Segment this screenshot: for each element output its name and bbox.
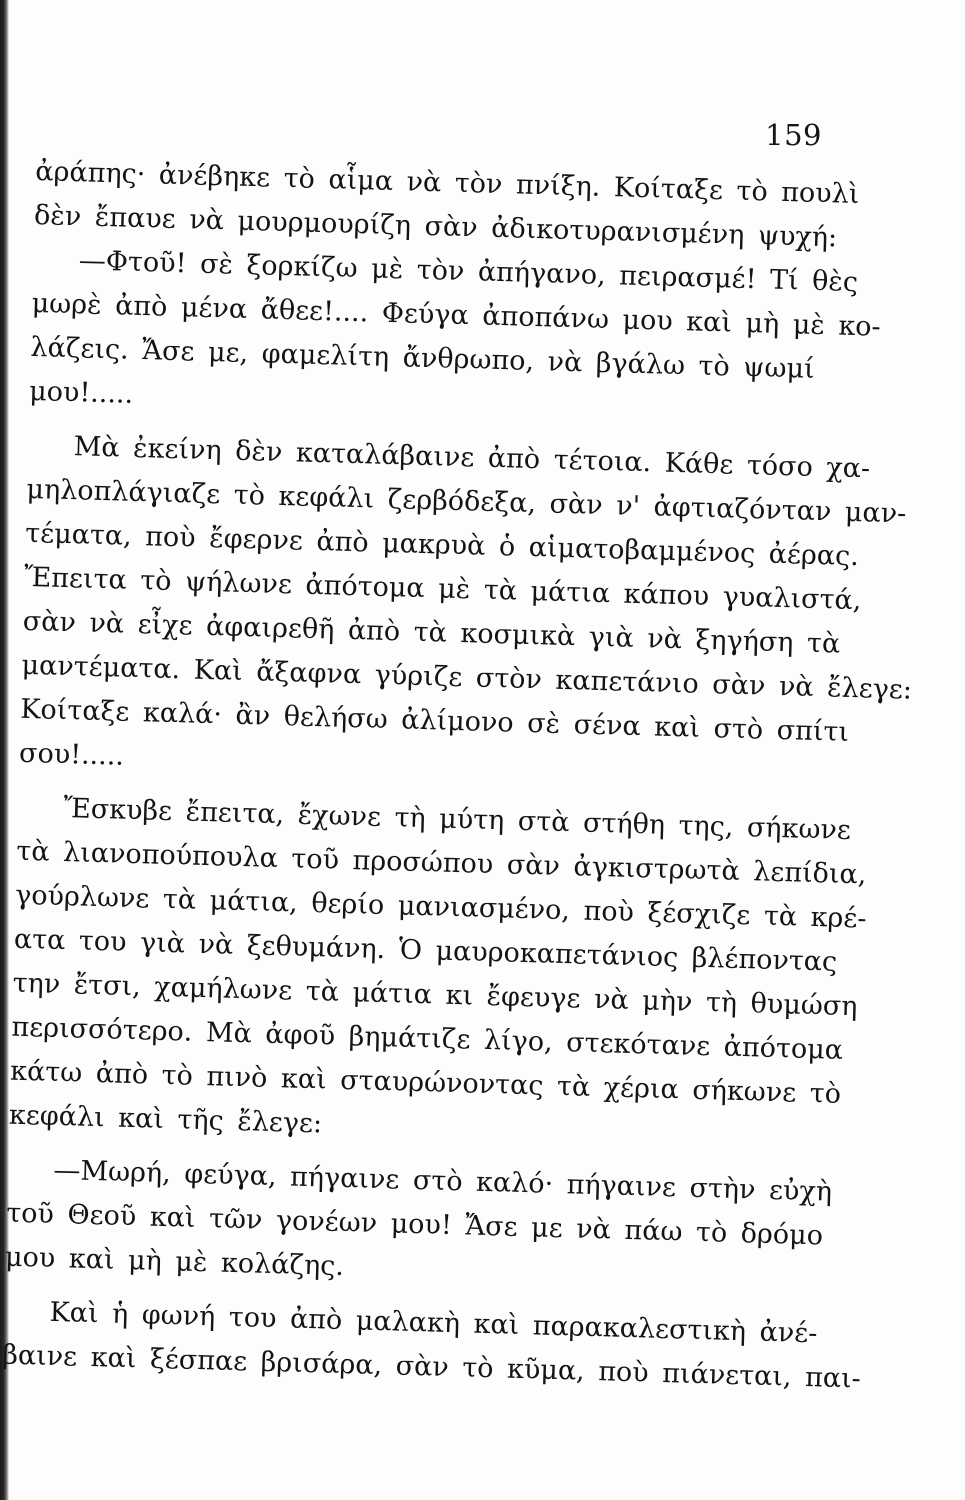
- text-line: τὰ λιανοπούπουλα τοῦ προσώπου σὰν ἀγκιστρωτὰ λεπίδια,: [15, 835, 867, 891]
- text-line: τέματα, ποὺ ἔφερνε ἀπὸ μακρυὰ ὁ αἱματοβαμμένος ἀέρας.: [24, 517, 860, 573]
- text-line: σου!.....: [18, 737, 125, 772]
- text-line: Καὶ ἡ φωνή του ἀπὸ μαλακὴ καὶ παρακαλεστικὴ ἀνέ-: [49, 1296, 818, 1350]
- text-line: μαντέματα. Καὶ ἄξαφνα γύριζε στὸν καπετάνιο σὰν νὰ ἔλεγε:: [21, 649, 913, 706]
- text-line: δὲν ἔπαυε νὰ μουρμουρίζη σὰν ἀδικοτυρανισμένη ψυχή:: [33, 199, 838, 254]
- text-line: μηλοπλάγιαζε τὸ κεφάλι ζερβόδεξα, σὰν ν' ἀφτιαζόνταν μαν-: [26, 473, 907, 530]
- text-line: Κοίταξε καλά· ἂν θελήσω ἀλίμονο σὲ σένα καὶ στὸ σπίτι: [19, 693, 850, 748]
- text-line: λάζεις. Ἄσε με, φαμελίτη ἄνθρωπο, νὰ βγάλω τὸ ψωμί: [30, 331, 816, 385]
- text-line: γούρλωνε τὰ μάτια, θερίο μανιασμένο, ποὺ ξέσχιζε τὰ κρέ-: [14, 879, 867, 935]
- text-line: —Φτοῦ! σὲ ξορκίζω μὲ τὸν ἀπήγανο, πειρασμέ! Τί θὲς: [78, 245, 859, 298]
- body-text: [1, 150, 913, 1400]
- text-line: Μὰ ἐκείνη δὲν καταλάβαινε ἀπὸ τέτοια. Κάθε τόσο χα-: [73, 431, 871, 485]
- text-line: Ἔπειτα τὸ ψήλωνε ἀπότομα μὲ τὰ μάτια κάπου γυαλιστά,: [23, 561, 862, 617]
- text-line: ἀράπης· ἀνέβηκε τὸ αἷμα νὰ τὸν πνίξη. Κοίταξε τὸ πουλὶ: [34, 155, 860, 211]
- text-line: Ἔσκυβε ἔπειτα, ἔχωνε τὴ μύτη στὰ στήθη της, σήκωνε: [63, 793, 852, 847]
- text-line: μου καὶ μὴ μὲ κολάζης.: [4, 1241, 345, 1283]
- text-line: —Μωρή, φεύγα, πήγαινε στὸ καλό· πήγαινε στὴν εὐχὴ: [53, 1154, 833, 1208]
- text-line: την ἔτσι, χαμήλωνε τὰ μάτια κι ἔφευγε νὰ μὴν τὴ θυμώση: [12, 967, 858, 1023]
- text-line: κάτω ἀπὸ τὸ πινὸ καὶ σταυρώνοντας τὰ χέρια σήκωνε τὸ: [9, 1055, 842, 1110]
- text-line: κεφάλι καὶ τῆς ἔλεγε:: [8, 1099, 323, 1140]
- text-line: σὰν νὰ εἶχε ἀφαιρεθῆ ἀπὸ τὰ κοσμικὰ γιὰ νὰ ξηγήση τὰ: [22, 605, 841, 660]
- text-line: μου!.....: [28, 375, 134, 410]
- text-line: περισσότερο. Μὰ ἀφοῦ βημάτιζε λίγο, στεκότανε ἀπότομα: [11, 1011, 844, 1066]
- text-line: ατα του γιὰ νὰ ξεθυμάνη. Ὁ μαυροκαπετάνιος βλέποντας: [13, 923, 838, 978]
- text-line: τοῦ Θεοῦ καὶ τῶν γονέων μου! Ἄσε με νὰ πάω τὸ δρόμο: [5, 1197, 824, 1252]
- page-number: 159: [765, 118, 822, 152]
- text-line: μωρὲ ἀπὸ μένα ἄθεε!.... Φεύγα ἀποπάνω μου καὶ μὴ μὲ κο-: [31, 287, 882, 343]
- text-line: βαινε καὶ ξέσπαε βρισάρα, σὰν τὸ κῦμα, ποὺ πιάνεται, παι-: [1, 1339, 862, 1395]
